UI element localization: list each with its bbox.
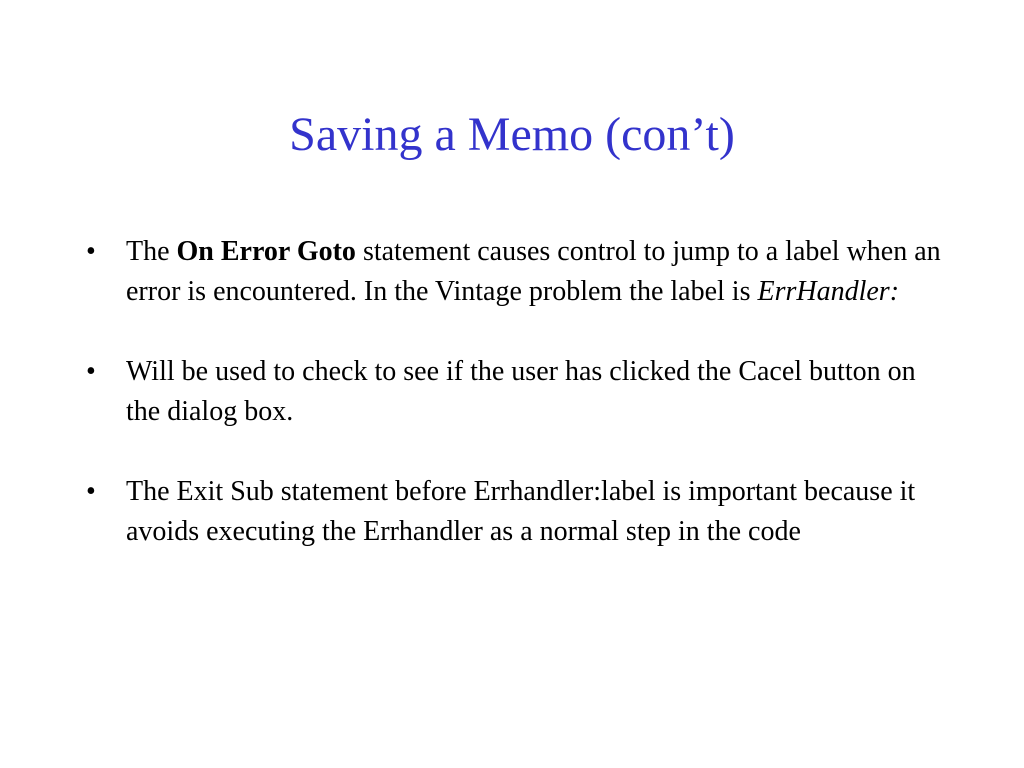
- bullet-icon: •: [86, 236, 96, 267]
- bullet-item-3: [86, 472, 946, 552]
- bullet-list: [86, 232, 946, 592]
- bullet-item-1: [86, 232, 946, 312]
- bullet-item-2: [86, 352, 946, 432]
- bullet-text: Will be used to check to see if the user has clicked the Cacel button on the dialog box.: [126, 356, 916, 427]
- bullet-italic-term: ErrHandler:: [757, 276, 900, 307]
- slide-title: Saving a Memo (con’t): [289, 108, 735, 161]
- bullet-text-part: The: [126, 236, 177, 267]
- bullet-text-part: statement causes control to jump to a label when an error is encountered. In the Vintage problem the label is: [126, 236, 941, 307]
- bullet-text: The Exit Sub statement before Errhandler:label is important because it avoids executing the Errhandler as a normal step in the code: [126, 476, 916, 547]
- bullet-icon: •: [86, 476, 96, 507]
- bullet-bold-term: On Error Goto: [176, 236, 356, 267]
- bullet-icon: •: [86, 356, 96, 387]
